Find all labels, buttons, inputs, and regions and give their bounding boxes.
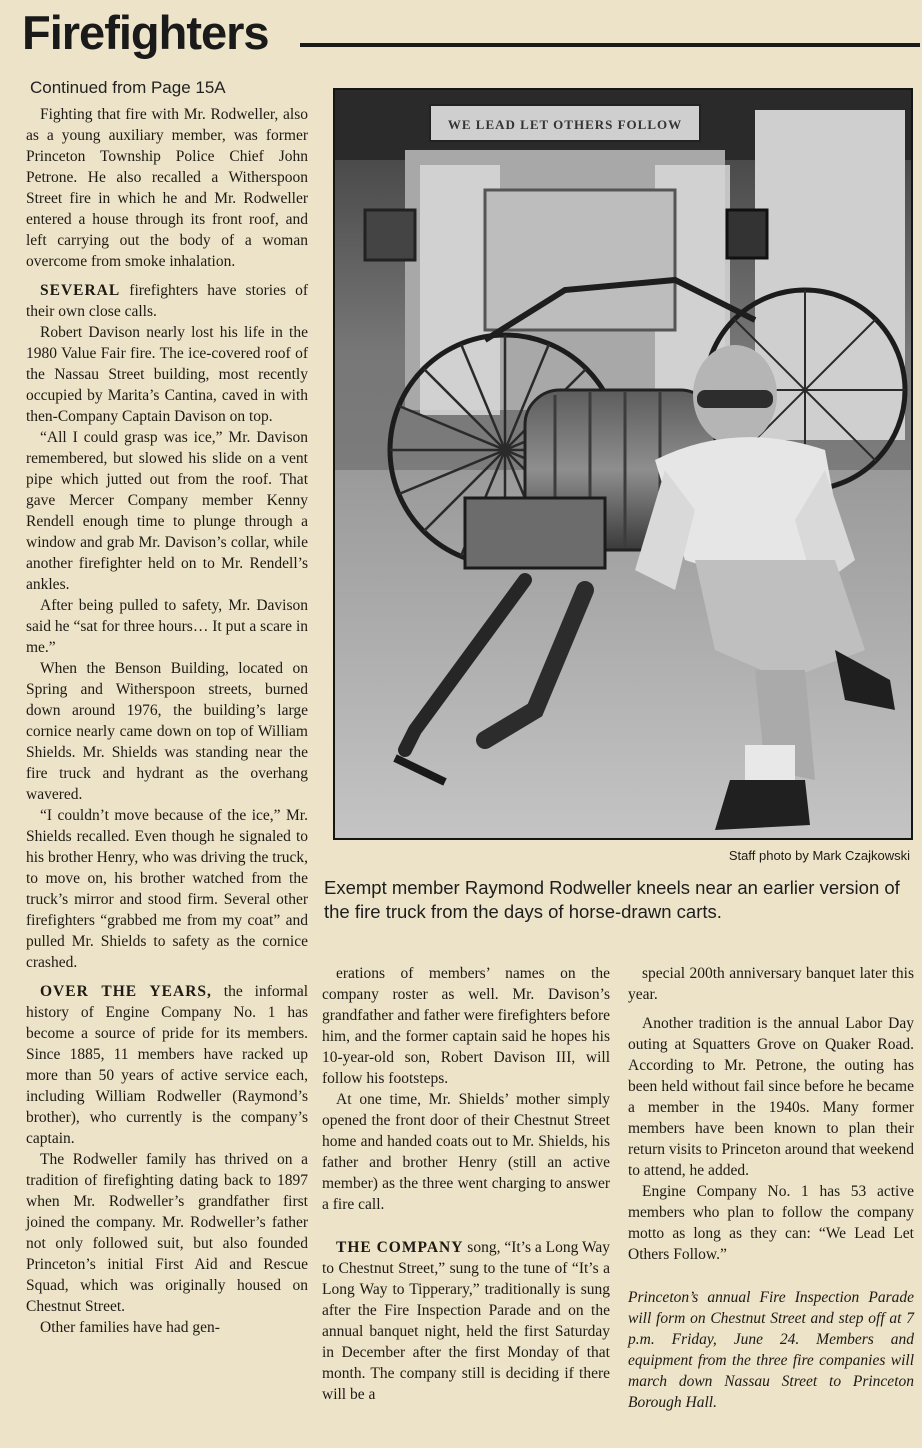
paragraph: Another tradition is the annual Labor Day outing at Squatters Grove on Quaker Road. According to Mr. Petrone, the outing has been held without fail since before he became a member in the 1940s. Many former members have been known to plan their return visits to Princeton around that weekend to attend, he added.	[628, 1015, 914, 1179]
column-left	[26, 104, 308, 1338]
motto-sign-text: WE LEAD LET OTHERS FOLLOW	[447, 117, 683, 132]
paragraph: After being pulled to safety, Mr. Davison said he “sat for three hours… It put a scare in me.”	[26, 597, 308, 656]
headline-rule	[300, 43, 920, 47]
tool-box	[465, 498, 605, 568]
paragraph: Engine Company No. 1 has 53 active members who plan to follow the company motto as long as they can: “We Lead Let Others Follow.”	[628, 1183, 914, 1263]
paragraph: THE COMPANY song, “It’s a Long Way to Chestnut Street,” sung to the tune of “It’s a Long Way to Tipperary,” traditionally is sung after the Fire Inspection Parade and on the annual banquet night, held the first Saturday in December after the first Monday of that month. The company still is deciding if there will be a	[322, 1239, 610, 1403]
paragraph: Fighting that fire with Mr. Rodweller, also as a young auxiliary member, was former Princeton Township Police Chief John Petrone. He also recalled a Witherspoon Street fire in which he and Mr. Rodweller entered a house through its front roof, and left carrying out the body of a woman overcome from smoke inhalation.	[26, 106, 308, 270]
paragraph: SEVERAL firefighters have stories of their own close calls.	[26, 282, 308, 320]
column-middle	[322, 963, 610, 1405]
editor-note: Princeton’s annual Fire Inspection Parade will form on Chestnut Street and step off at 7 p.m. Friday, June 24. Members and equipment from the three fire companies will march down Nassau Street to Princeton Borough Hall.	[628, 1289, 914, 1411]
paragraph: At one time, Mr. Shields’ mother simply opened the front door of their Chestnut Street home and handed coats out to Mr. Shields, his father and brother Henry (still an active member) as the three went charging to answer a fire call.	[322, 1091, 610, 1213]
photo-caption: Exempt member Raymond Rodweller kneels near an earlier version of the fire truck from the days of horse-drawn carts.	[324, 877, 900, 922]
headline: Firefighters	[22, 6, 269, 59]
column-right	[628, 963, 914, 1413]
photo-credit: Staff photo by Mark Czajkowski	[728, 848, 910, 863]
paragraph: Robert Davison nearly lost his life in the 1980 Value Fair fire. The ice-covered roof of the Nassau Street building, most recently occupied by Marita’s Cantina, caved in with then-Company Captain Davison on top.	[26, 324, 308, 425]
paragraph: Other families have had gen-	[40, 1319, 220, 1336]
paragraph: OVER THE YEARS, the informal history of Engine Company No. 1 has become a source of pride for its members. Since 1885, 11 members have racked up more than 50 years of active service each, including William Rodweller (Raymond’s brother), who currently is the company’s captain.	[26, 983, 309, 1147]
continued-line: Continued from Page 15A	[30, 78, 226, 97]
paragraph: The Rodweller family has thrived on a tradition of firefighting dating back to 1897 when Mr. Rodweller’s grandfather first joined the company. Mr. Rodweller’s father not only followed suit, but also founded Princeton’s initial First Aid and Rescue Squad, which was originally housed on Chestnut Street.	[26, 1151, 308, 1315]
paragraph: “All I could grasp was ice,” Mr. Davison remembered, but slowed his slide on a vent pipe which jutted out from the roof. That gave Mercer Company member Kenny Rendell enough time to plunge through a window and grab Mr. Davison’s collar, while another firefighter held on to Mr. Rendell’s ankles.	[26, 429, 308, 593]
paragraph: special 200th anniversary banquet later this year.	[628, 965, 914, 1003]
paragraph: erations of members’ names on the company roster as well. Mr. Davison’s grandfather and father were firefighters before him, and the former captain said he hopes his 10-year-old son, Robert Davison III, will follow his footsteps.	[322, 965, 610, 1087]
photo	[333, 88, 913, 840]
fire-cart-photo	[335, 90, 911, 838]
paragraph: When the Benson Building, located on Spring and Witherspoon streets, burned down around 1976, the building’s large cornice nearly came down on top of William Shields. Mr. Shields was standing near the fire truck and hydrant as the overhang wavered.	[26, 660, 308, 803]
paragraph: “I couldn’t move because of the ice,” Mr. Shields recalled. Even though he signaled to his brother Henry, who was driving the truck, to move on, his brother watched from the truck’s mirror and stood firm. Several other firefighters “grabbed me from my coat” and pulled Mr. Shields to safety as the cornice crashed.	[26, 807, 308, 971]
